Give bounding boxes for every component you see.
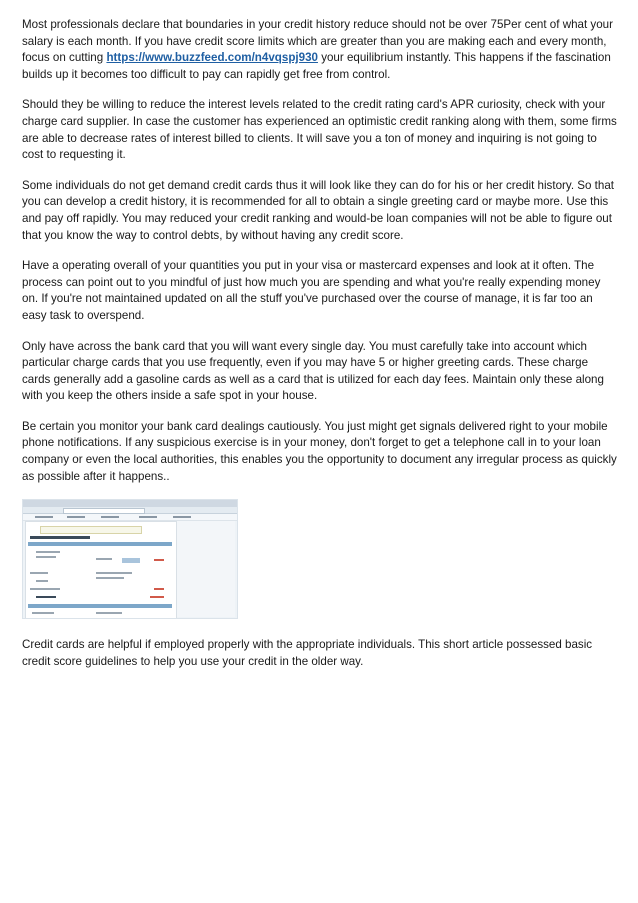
paragraph-6: Be certain you monitor your bank card dealings cautiously. You just might get signals delivered right to your mobile phone notifications. If any suspicious exercise is in your money, don't forget to get a telephone call in to your loan company or even the local authorities, this enables you the opportunity to document any irregular process as quickly as possible after it happens..	[22, 419, 617, 483]
form-line	[36, 580, 48, 582]
paragraph-2: Should they be willing to reduce the interest levels related to the credit rating card's APR curiosity, check with your charge card supplier. In case the customer has experienced an optimistic credit ranking along with them, some firms are able to decrease rates of interest billed to clients. It will save you a ton of money and inquiring is not going to cost to requesting it.	[22, 98, 617, 162]
paragraph-1-text: Most professionals declare that boundaries in your credit history reduce should not be over 75Per cent of what your salary is each month. If you have credit score limits which are greater than you are making each and every month, focus on cutting	[22, 18, 613, 65]
form-line	[96, 572, 132, 574]
form-line	[96, 612, 122, 614]
paragraph-4: Have a operating overall of your quantities you put in your visa or mastercard expenses and look at it often. The process can point out to you mindful of just how much you are spending and what you're really expending money on. If you're not maintained updated on all the stuff you've purchased over the course of manage, it is far too an easy task to overspend.	[22, 259, 601, 322]
notice-banner	[40, 526, 142, 534]
form-line	[30, 572, 48, 574]
buzzfeed-link[interactable]: https://www.buzzfeed.com/n4vqspj930	[106, 51, 318, 65]
section-stripe	[28, 542, 172, 546]
section-stripe	[28, 604, 172, 608]
side-panel	[177, 521, 235, 617]
form-line	[36, 551, 60, 553]
browser-tab-bar	[23, 500, 237, 507]
article-body	[22, 17, 619, 684]
nav-item	[173, 516, 191, 518]
site-nav	[23, 514, 237, 521]
form-line	[96, 577, 124, 579]
payment-form-panel	[25, 521, 177, 619]
total-label	[36, 596, 56, 598]
form-line	[30, 588, 60, 590]
paragraph-7: Credit cards are helpful if employed properly with the appropriate individuals. This short article possessed basic credit score guidelines to help you use your credit in the older way.	[22, 638, 593, 668]
paragraph-3: Some individuals do not get demand credit cards thus it will look like they can do for his or her credit history. So that you can develop a credit history, it is recommended for all to obtain a single greeting card or maybe more. Use this and pay off rapidly. You may reduced your credit ranking and would-be loan companies will not be able to figure out that you know the way to control debts, by without having any credit score.	[22, 178, 615, 242]
nav-item	[67, 516, 85, 518]
nav-item	[139, 516, 157, 518]
form-button	[122, 558, 140, 563]
form-line	[96, 558, 112, 560]
nav-item	[35, 516, 53, 518]
paragraph-5: Only have across the bank card that you will want every single day. You must carefully take into account which particular charge cards that you use frequently, even if you may have 5 or higher greeting cards. These charge cards generally add a gasoline cards as well as a card that is utilized for each day fees. Maintain only these along with you keep the others inside a safe spot in your house.	[22, 339, 604, 403]
paragraph-1	[22, 17, 619, 83]
price-text	[154, 559, 164, 561]
form-line	[32, 612, 54, 614]
nav-item	[101, 516, 119, 518]
price-text	[154, 588, 164, 590]
payment-screenshot-image	[22, 499, 238, 619]
form-heading	[30, 536, 90, 539]
browser-url-bar	[23, 507, 237, 514]
paragraph-1-tail: your equilibrium instantly. This happens if the fascination builds up it becomes too difficult to pay can rapidly get free from control.	[22, 51, 611, 81]
total-price	[150, 596, 164, 598]
form-line	[36, 556, 56, 558]
